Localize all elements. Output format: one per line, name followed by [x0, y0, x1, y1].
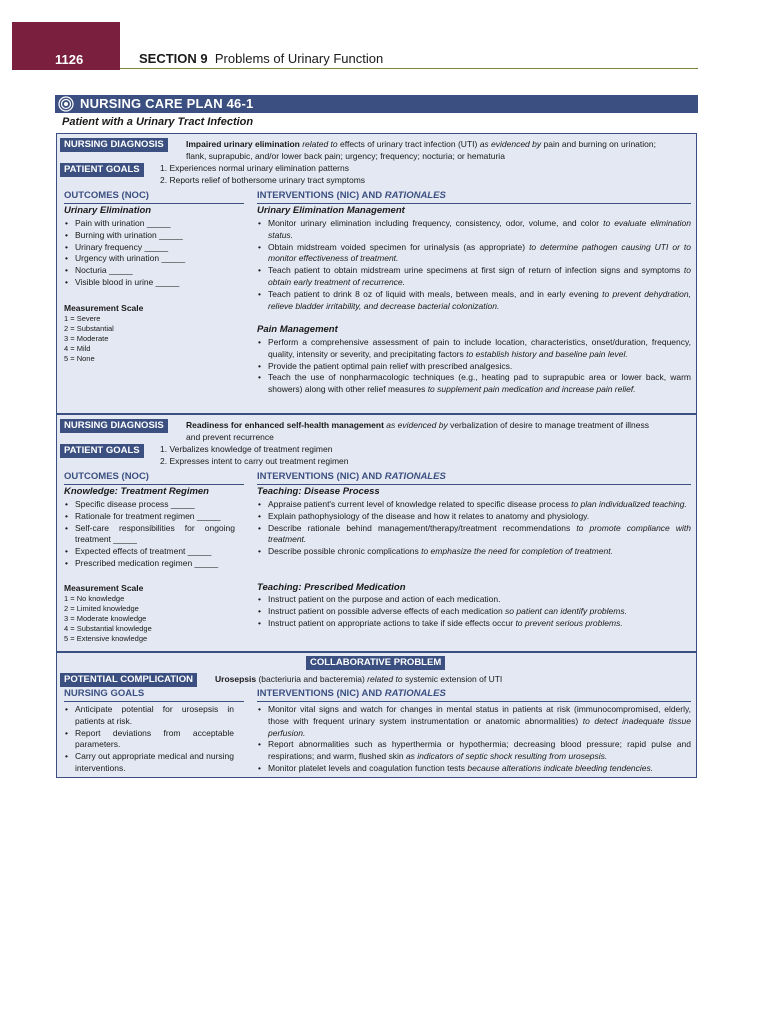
- measurement-scale: 1 = No knowledge 2 = Limited knowledge 3 = Moderate knowledge 4 = Substantial knowledge 5 = Extensive knowledge: [64, 594, 152, 643]
- list-item: • Instruct patient on appropriate actions to take if side effects occur to prevent serious problems.: [257, 618, 691, 630]
- list-item: • Visible blood in urine _____: [64, 277, 244, 289]
- outcome-list: [64, 499, 244, 570]
- list-item: • Carry out appropriate medical and nursing interventions.: [64, 751, 234, 775]
- page-number: 1126: [55, 52, 84, 67]
- list-item: • Monitor vital signs and watch for changes in mental status in patients at risk (immunocompromised, elderly, those with frequent urinary system instrumentation or anatomic abnormalities) to detect inadequate tissue perfusion.: [257, 704, 691, 739]
- intervention-list: [257, 499, 691, 558]
- target-icon: [58, 96, 74, 112]
- diagnosis-statement: Impaired urinary elimination related to effects of urinary tract infection (UTI) as evidenced by pain and burning on urination;: [186, 139, 656, 149]
- care-plan-subtitle: Patient with a Urinary Tract Infection: [62, 116, 254, 128]
- list-item: • Report abnormalities such as hyperthermia or hypothermia; decreasing blood pressure; rapid pulse and respirations; and warm, flushed skin as indicators of septic shock resulting from urosepsis.: [257, 739, 691, 763]
- list-item: • Pain with urination _____: [64, 218, 244, 230]
- potential-complication-label: POTENTIAL COMPLICATION: [60, 673, 197, 687]
- patient-goal: 1. Experiences normal urinary elimination patterns: [160, 163, 349, 173]
- nursing-diagnosis-label: NURSING DIAGNOSIS: [60, 138, 168, 152]
- list-item: • Monitor platelet levels and coagulation function tests because alterations indicate bleeding tendencies.: [257, 763, 691, 775]
- measurement-scale-title: Measurement Scale: [64, 583, 144, 593]
- outcome-title: Knowledge: Treatment Regimen: [64, 486, 209, 497]
- goals-rule: [64, 701, 244, 702]
- diagnosis-statement-cont: flank, suprapubic, and/or lower back pain; urgency; frequency; nocturia; or hematuria: [186, 151, 505, 161]
- diagnosis-statement: Readiness for enhanced self-health management as evidenced by verbalization of desire to manage treatment of illness: [186, 420, 649, 430]
- interventions-heading: INTERVENTIONS (NIC) AND RATIONALES: [257, 471, 446, 482]
- list-item: • Urinary frequency _____: [64, 242, 244, 254]
- list-item: • Teach patient to obtain midstream urine specimens at first sign of return of infection signs and symptoms to obtain early treatment of recurrence.: [257, 265, 691, 289]
- interventions-heading: INTERVENTIONS (NIC) AND RATIONALES: [257, 688, 446, 699]
- interventions-rule: [257, 203, 691, 204]
- nursing-diagnosis-label: NURSING DIAGNOSIS: [60, 419, 168, 433]
- patient-goals-label: PATIENT GOALS: [60, 163, 144, 177]
- care-plan-title-bar: [55, 95, 698, 113]
- nursing-goal-list: [64, 704, 234, 775]
- outcomes-heading: OUTCOMES (NOC): [64, 190, 149, 201]
- intervention-list: [257, 218, 691, 312]
- intervention-title: Teaching: Prescribed Medication: [257, 582, 406, 593]
- outcomes-heading: OUTCOMES (NOC): [64, 471, 149, 482]
- list-item: • Prescribed medication regimen _____: [64, 558, 244, 570]
- patient-goal: 2. Expresses intent to carry out treatment regimen: [160, 456, 349, 466]
- list-item: • Monitor urinary elimination including frequency, consistency, odor, volume, and color to evaluate elimination status.: [257, 218, 691, 242]
- intervention-title: Urinary Elimination Management: [257, 205, 405, 216]
- list-item: • Nocturia _____: [64, 265, 244, 277]
- measurement-scale-title: Measurement Scale: [64, 303, 144, 313]
- list-item: • Expected effects of treatment _____: [64, 546, 244, 558]
- section-label: SECTION 9: [139, 51, 208, 66]
- running-header: [139, 51, 383, 66]
- list-item: • Explain pathophysiology of the disease and how it relates to anatomy and physiology.: [257, 511, 691, 523]
- list-item: • Urgency with urination _____: [64, 253, 244, 265]
- list-item: • Describe possible chronic complications to emphasize the need for completion of treatment.: [257, 546, 691, 558]
- list-item: • Perform a comprehensive assessment of pain to include location, characteristics, onset/duration, frequency, quality, intensity or severity, and precipitating factors to establish history and baseline pain level.: [257, 337, 691, 361]
- collaborative-problem-label: COLLABORATIVE PROBLEM: [306, 656, 445, 670]
- list-item: • Instruct patient on the purpose and action of each medication.: [257, 594, 691, 606]
- care-plan-title: NURSING CARE PLAN 46-1: [80, 96, 254, 111]
- outcome-list: [64, 218, 244, 289]
- list-item: • Teach patient to drink 8 oz of liquid with meals, between meals, and in early evening to prevent dehydration, relieve bladder irritability, and decrease bacterial colonization.: [257, 289, 691, 313]
- complication-statement: Urosepsis (bacteriuria and bacteremia) related to systemic extension of UTI: [215, 674, 503, 684]
- list-item: • Teach the use of nonpharmacologic techniques (e.g., heating pad to suprapubic area or lower back, warm showers) along with other relief measures to supplement pain medication and increase pain relief.: [257, 372, 691, 396]
- diagnosis-statement-cont: and prevent recurrence: [186, 432, 274, 442]
- list-item: • Instruct patient on possible adverse effects of each medication so patient can identify problems.: [257, 606, 691, 618]
- intervention-list: [257, 337, 691, 396]
- intervention-title: Pain Management: [257, 324, 338, 335]
- list-item: • Report deviations from acceptable parameters.: [64, 728, 234, 752]
- list-item: • Burning with urination _____: [64, 230, 244, 242]
- section-title: Problems of Urinary Function: [214, 51, 384, 66]
- interventions-rule: [257, 701, 691, 702]
- header-rule: [120, 68, 698, 69]
- intervention-title: Teaching: Disease Process: [257, 486, 380, 497]
- list-item: • Rationale for treatment regimen _____: [64, 511, 244, 523]
- list-item: • Provide the patient optimal pain relief with prescribed analgesics.: [257, 361, 691, 373]
- nursing-goals-heading: NURSING GOALS: [64, 688, 145, 699]
- interventions-heading: INTERVENTIONS (NIC) AND RATIONALES: [257, 190, 446, 201]
- outcome-title: Urinary Elimination: [64, 205, 152, 216]
- outcomes-rule: [64, 484, 244, 485]
- intervention-list: [257, 594, 691, 629]
- patient-goals-label: PATIENT GOALS: [60, 444, 144, 458]
- interventions-rule: [257, 484, 691, 485]
- intervention-list: [257, 704, 691, 775]
- list-item: • Appraise patient's current level of knowledge related to specific disease process to plan individualized teaching.: [257, 499, 691, 511]
- outcomes-rule: [64, 203, 244, 204]
- measurement-scale: 1 = Severe 2 = Substantial 3 = Moderate 4 = Mild 5 = None: [64, 314, 114, 363]
- list-item: • Specific disease process _____: [64, 499, 244, 511]
- list-item: • Describe rationale behind management/therapy/treatment recommendations to promote compliance with treatment.: [257, 523, 691, 547]
- patient-goal: 2. Reports relief of bothersome urinary tract symptoms: [160, 175, 366, 185]
- list-item: • Anticipate potential for urosepsis in patients at risk.: [64, 704, 234, 728]
- list-item: • Obtain midstream voided specimen for urinalysis (as appropriate) to determine pathogen causing UTI or to monitor effectiveness of treatment.: [257, 242, 691, 266]
- patient-goal: 1. Verbalizes knowledge of treatment regimen: [160, 444, 333, 454]
- list-item: • Self-care responsibilities for ongoing treatment _____: [64, 523, 235, 547]
